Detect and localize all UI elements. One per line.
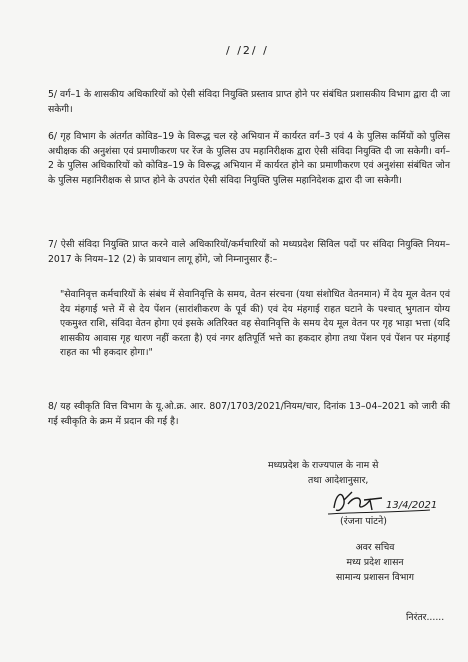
signature-date: 13/4/2021: [386, 500, 438, 511]
designation-line-1: अवर सचिव: [355, 542, 395, 553]
designation-block: [300, 540, 450, 585]
continued-note: निरंतर......: [406, 612, 445, 623]
authority-block: [268, 458, 378, 488]
paragraph-7: 7/ ऐसी संविदा नियुक्ति प्राप्त करने वाले अधिकारियों/कर्मचारियों को मध्यप्रदेश सिविल पदों पर संविदा नियुक्ति नियम– 2017 के नियम–12 (2) के प्रावधान लागू होंगे, जो निम्नानुसार हैं:–: [48, 239, 450, 265]
authority-line-2: तथा आदेशानुसार,: [308, 475, 369, 486]
paragraph-5: 5/ वर्ग–1 के शासकीय अधिकारियों को ऐसी संविदा नियुक्ति प्रस्ताव प्राप्त होने पर संबंधित प्रशासकीय विभाग द्वारा दी जा सकेगी।: [48, 89, 450, 115]
page-number: / /2/ /: [226, 44, 269, 57]
designation-line-3: सामान्य प्रशासन विभाग: [336, 572, 414, 583]
handwritten-signature: [322, 486, 442, 526]
paragraph-8: 8/ यह स्वीकृति वित्त विभाग के यू.ओ.क्र. आर. 807/1703/2021/नियम/चार, दिनांक 13–04–2021 को जारी की गई स्वीकृति के क्रम में प्रदान की गई है।: [48, 401, 450, 427]
authority-line-1: मध्यप्रदेश के राज्यपाल के नाम से: [268, 460, 379, 471]
designation-line-2: मध्य प्रदेश शासन: [346, 557, 404, 568]
rule-quotation: "सेवानिवृत्त कर्मचारियों के संबंध में सेवानिवृत्ति के समय, वेतन संरचना (यथा संशोधित वेतनमान) में देय मूल वेतन एवं देय मंहगाई भत्ते में से देय पेंशन (सारांशीकरण के पूर्व की) एवं देय मंहगाई राहत घटाने के पश्चात् भुगतान योग्य एकमुश्त राशि, संविदा वेतन होगा एवं इसके अतिरिक्त वह सेवानिवृत्ति के समय देय मूल वेतन पर गृह भाड़ा भत्ता (यदि शासकीय आवास गृह धारण नहीं करता है) एवं नगर क्षतिपूर्ति भत्ते का हकदार होगा तथा पेंशन एवं पेंशन पर मंहगाई राहत का भी हकदार होगा।": [60, 289, 450, 358]
signatory-name: (रंजना पांटने): [340, 516, 388, 526]
paragraph-6: 6/ गृह विभाग के अंतर्गत कोविड–19 के विरूद्ध चल रहे अभियान में कार्यरत वर्ग–3 एवं 4 के पुलिस कर्मियों को पुलिस अधीक्षक की अनुशंसा एवं प्रमाणीकरण पर रेंज के पुलिस उप महानिरीक्षक द्वारा ऐसी संविदा नियुक्ति दी जा सकेगी। वर्ग–2 के पुलिस अधिकारियों को कोविड–19 के विरूद्ध अभियान में कार्यरत होने का प्रमाणीकरण एवं अनुशंसा संबंधित जोन के पुलिस महानिरीक्षक से प्राप्त होने के उपरांत ऐसी संविदा नियुक्ति पुलिस महानिदेशक द्वारा दी जा सकेगी।: [48, 131, 450, 186]
